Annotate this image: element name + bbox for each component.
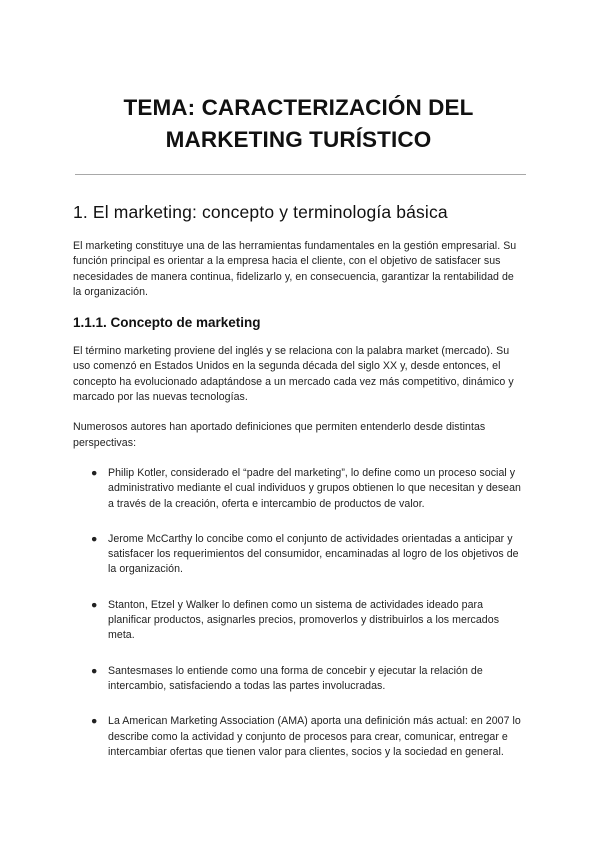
definition-text: Stanton, Etzel y Walker lo definen como un sistema de actividades ideado para planificar productos, asignarles precios, promoverlos y distribuirlos a los mercados meta. [108,598,500,642]
intro-paragraph: El marketing constituye una de las herramientas fundamentales en la gestión empresarial. Su función principal es orientar a la empresa hacia el cliente, con el objetivo de satisfacer sus necesidades de manera continua, fidelizarlo y, en consecuencia, garantizar la rentabilidad de la organización. [73,240,517,298]
definition-text: Santesmases lo entiende como una forma de concebir y ejecutar la relación de intercambio, satisfaciendo a todas las partes involucradas. [108,664,483,692]
definition-text: Jerome McCarthy lo concibe como el conjunto de actividades orientadas a anticipar y satisfacer los requerimientos del consumidor, encaminadas al logro de los objetivos de la organización. [108,532,519,576]
bullet-icon: ● [91,664,98,677]
definition-item-mccarthy [93,532,524,578]
authors-intro-paragraph: Numerosos autores han aportado definiciones que permiten entenderlo desde distintas perspectivas: [73,421,486,449]
definition-text: Philip Kotler, considerado el “padre del marketing”, lo define como un proceso social y administrativo mediante el cual individuos y grupos obtienen lo que necesitan y desean a través de la creación, oferta e intercambio de productos de valor. [108,466,522,510]
document-title-line-2: MARKETING TURÍSTICO [165,127,432,152]
bullet-icon: ● [91,466,98,479]
document-title [73,92,524,156]
definition-item-kotler [93,466,524,512]
bullet-icon: ● [91,715,98,728]
term-origin-paragraph: El término marketing proviene del inglés y se relaciona con la palabra market (mercado). Su uso comenzó en Estados Unidos en la segunda década del siglo XX y, desde entonces, el concepto ha evolucionado adaptándose a un mercado cada vez más competitivo, dinámico y marcado por las nuevas tecnologías. [73,345,514,404]
definition-item-santesmases [93,664,524,695]
bullet-icon: ● [91,598,98,611]
section-heading: 1. El marketing: concepto y terminología básica [73,202,448,222]
title-divider [75,174,526,175]
definition-item-ama [93,714,524,760]
document-title-line-1: TEMA: CARACTERIZACIÓN DEL [123,95,474,120]
definition-item-stanton [93,598,524,644]
subsection-heading: 1.1.1. Concepto de marketing [73,315,261,331]
definition-text: La American Marketing Association (AMA) aporta una definición más actual: en 2007 lo describe como la actividad y conjunto de procesos para crear, comunicar, entregar e intercambiar ofertas que tienen valor para clientes, socios y la sociedad en general. [108,715,521,758]
definitions-list [73,466,524,760]
bullet-icon: ● [91,532,98,545]
